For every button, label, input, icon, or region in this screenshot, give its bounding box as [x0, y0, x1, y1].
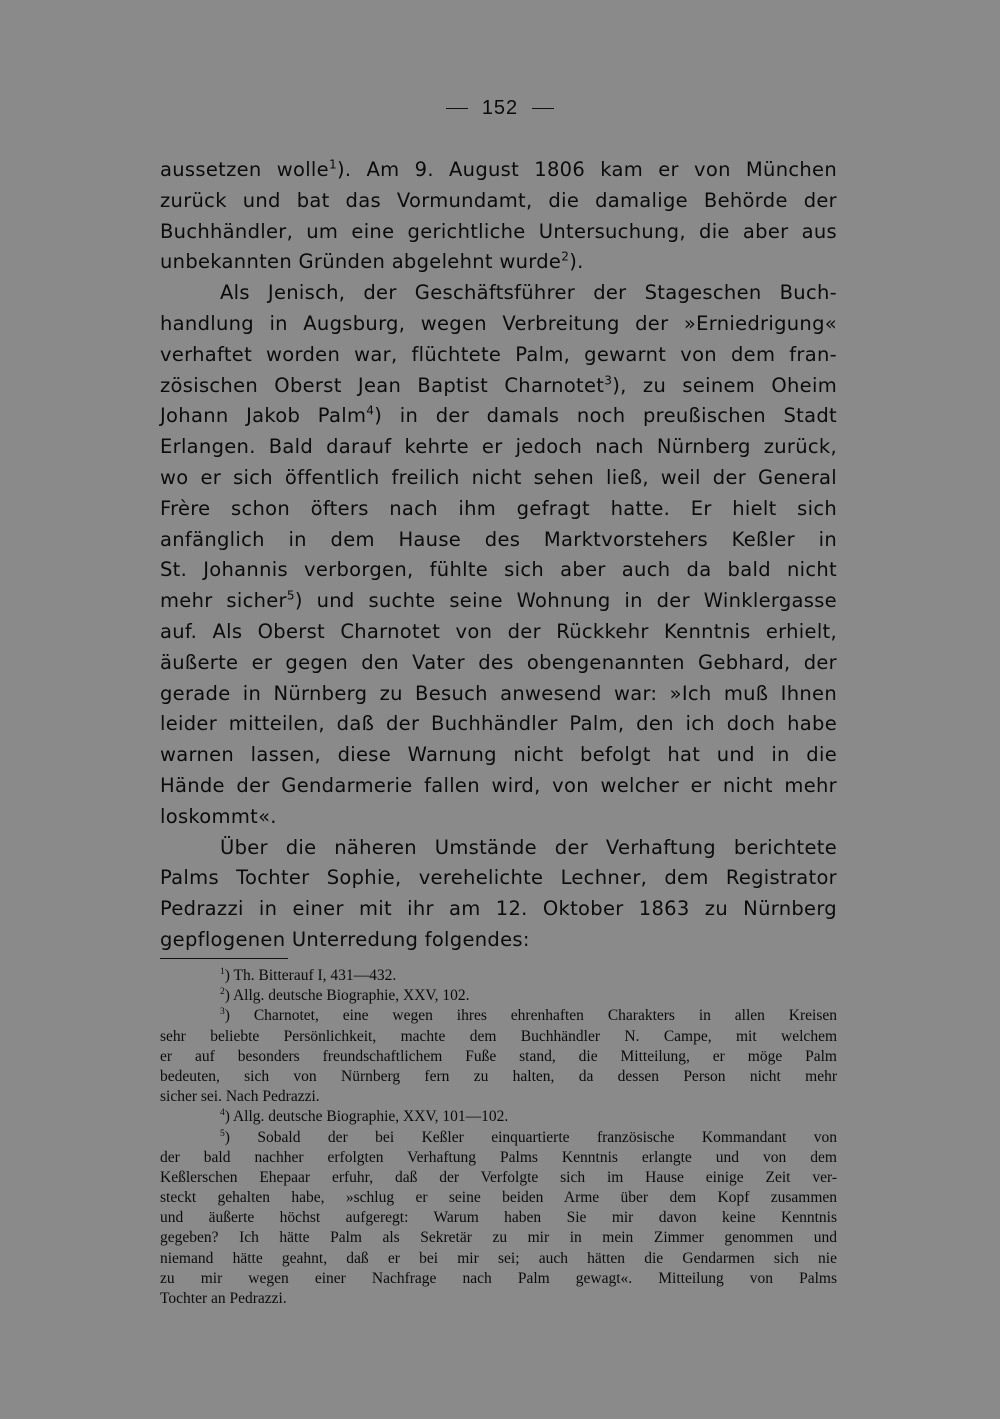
body-line-text: Erlangen. Bald darauf kehrte er jedoch nach Nürnberg zurück, — [160, 435, 837, 459]
footnote-line — [160, 1208, 837, 1228]
footnote-text: ) Sobald der bei Keßler einquartierte französische Kommandant von — [224, 1128, 837, 1146]
body-line — [160, 463, 837, 494]
body-line — [160, 648, 837, 679]
footnote-text: und äußerte höchst aufgeregt: Warum haben Sie mir davon keine Kenntnis — [160, 1209, 837, 1227]
footnote-line — [160, 1188, 837, 1208]
footnote-text: bedeuten, sich von Nürnberg fern zu halten, da dessen Person nicht mehr — [160, 1067, 837, 1085]
footnote-text: steckt gehalten habe, »schlug er seine beiden Arme über dem Kopf zusammen — [160, 1189, 837, 1207]
body-line-text: loskommt«. — [160, 804, 277, 828]
body-line — [160, 802, 837, 833]
footnote-text: niemand hätte geahnt, daß er bei mir sei; auch hätten die Gendarmen sich nie — [160, 1249, 837, 1267]
footnote-reference: 1 — [328, 157, 337, 172]
body-line — [160, 863, 837, 894]
body-line-text: zurück und bat das Vormundamt, die damalige Behörde der — [160, 188, 837, 212]
body-line-text: Frère schon öfters nach ihm gefragt hatte. Er hielt sich — [160, 496, 837, 520]
body-line — [160, 586, 837, 617]
footnote-text: ) Charnotet, eine wegen ihres ehrenhaften Charakters in allen Kreisen — [224, 1007, 837, 1025]
body-line — [160, 371, 837, 402]
body-line-text: äußerte er gegen den Vater des obengenannten Gebhard, der — [160, 650, 837, 674]
footnote-line — [160, 1107, 837, 1127]
body-line-text: gepflogenen Unterredung folgendes: — [160, 927, 530, 951]
body-line-text: verhaftet worden war, flüchtete Palm, gewarnt von dem fran- — [160, 342, 837, 366]
body-line-text: handlung in Augsburg, wegen Verbreitung der »Erniedrigung« — [160, 311, 837, 335]
body-line-text: mehr sicher — [160, 589, 287, 613]
footnote-text: sehr beliebte Persönlichkeit, machte dem Buchhändler N. Campe, mit welchem — [160, 1027, 837, 1045]
footnote-number: 5 — [220, 1127, 225, 1139]
body-line — [160, 679, 837, 710]
body-line — [160, 494, 837, 525]
body-line — [160, 894, 837, 925]
body-line — [160, 771, 837, 802]
footnote-line — [160, 1269, 837, 1289]
body-line — [160, 555, 837, 586]
body-line-text: aussetzen wolle — [160, 158, 329, 181]
body-line-text: unbekannten Gründen abgelehnt wurde — [160, 250, 562, 274]
body-line-text: Palms Tochter Sophie, verehelichte Lechner, dem Registrator — [160, 866, 837, 890]
footnote-line — [160, 1289, 837, 1309]
body-line-text: ) in der damals noch preußischen Stadt — [374, 404, 838, 428]
body-line-text: Hände der Gendarmerie fallen wird, von welcher er nicht mehr — [160, 773, 837, 797]
footnote-text: ) Allg. deutsche Biographie, XXV, 102. — [224, 987, 470, 1005]
body-line — [160, 925, 837, 956]
body-line — [160, 401, 837, 432]
footnote-line — [160, 1006, 837, 1026]
footnote-line — [160, 1067, 837, 1087]
footnote-text: ) Th. Bitterauf I, 431—432. — [224, 967, 397, 984]
footnote-text: ) Allg. deutsche Biographie, XXV, 101—102. — [224, 1108, 509, 1126]
page-number-right-dash — [532, 108, 554, 109]
body-line-text: ). — [569, 250, 584, 274]
footnote-text: er auf besonders freundschaftlichem Fuße stand, die Mitteilung, er möge Palm — [160, 1047, 837, 1065]
body-line — [160, 833, 837, 864]
body-text — [160, 155, 837, 956]
footnotes — [160, 966, 837, 1309]
body-line-text: leider mitteilen, daß der Buchhändler Palm, den ich doch habe — [160, 712, 837, 736]
footnote-line — [160, 1249, 837, 1269]
body-line-text: wo er sich öffentlich freilich nicht sehen ließ, weil der General — [160, 465, 837, 489]
footnote-line — [160, 1168, 837, 1188]
body-line-text: ), zu seinem Oheim — [612, 373, 837, 397]
footnote-reference: 5 — [286, 588, 295, 603]
body-line-text: anfänglich in dem Hause des Marktvorstehers Keßler in — [160, 527, 837, 551]
footnote-line — [160, 1128, 837, 1148]
body-line-text: ). Am 9. August 1806 kam er von München — [336, 158, 837, 181]
footnote-line — [160, 1148, 837, 1168]
body-line — [160, 217, 837, 248]
page-number-left-dash — [446, 108, 468, 109]
body-line-text: Buchhändler, um eine gerichtliche Untersuchung, die aber aus — [160, 219, 837, 243]
body-line — [160, 278, 837, 309]
footnote-separator — [160, 958, 288, 959]
body-line — [160, 432, 837, 463]
body-line — [160, 525, 837, 556]
body-line — [160, 247, 837, 278]
footnote-line — [160, 1087, 837, 1107]
footnote-line — [160, 1228, 837, 1248]
page-number-text: 152 — [481, 97, 519, 119]
page-number — [0, 97, 1000, 120]
body-line-text: warnen lassen, diese Warnung nicht befolgt hat und in die — [160, 743, 837, 767]
body-line — [160, 155, 837, 186]
footnote-number: 2 — [220, 986, 225, 998]
body-line — [160, 186, 837, 217]
body-line-text: Johann Jakob Palm — [160, 404, 367, 428]
footnote-reference: 3 — [604, 373, 613, 388]
footnote-reference: 4 — [366, 403, 375, 418]
body-line — [160, 340, 837, 371]
body-line-text: auf. Als Oberst Charnotet von der Rückkehr Kenntnis erhielt, — [160, 619, 837, 643]
body-line-text: Als Jenisch, der Geschäftsführer der Stageschen Buch- — [220, 281, 837, 305]
body-line-text: gerade in Nürnberg zu Besuch anwesend war: »Ich muß Ihnen — [160, 681, 837, 705]
body-line-text: Pedrazzi in einer mit ihr am 12. Oktober 1863 zu Nürnberg — [160, 897, 837, 921]
footnote-line — [160, 1027, 837, 1047]
body-line — [160, 709, 837, 740]
footnote-number: 4 — [220, 1107, 225, 1119]
footnote-text: Keßlerschen Ehepaar erfuhr, daß der Verfolgte sich im Hause einige Zeit ver- — [160, 1168, 837, 1186]
body-line — [160, 740, 837, 771]
footnote-text: der bald nachher erfolgten Verhaftung Palms Kenntnis erlangte und von dem — [160, 1148, 837, 1166]
footnote-line — [160, 986, 837, 1006]
footnote-number: 3 — [220, 1006, 225, 1018]
footnote-text: zu mir wegen einer Nachfrage nach Palm gewagt«. Mitteilung von Palms — [160, 1269, 837, 1287]
body-line-text: ) und suchte seine Wohnung in der Winklergasse — [294, 589, 837, 613]
body-line-text: Über die näheren Umstände der Verhaftung berichtete — [220, 835, 837, 859]
body-line-text: zösischen Oberst Jean Baptist Charnotet — [160, 373, 605, 397]
footnote-text: sicher sei. Nach Pedrazzi. — [160, 1088, 320, 1106]
body-line-text: St. Johannis verborgen, fühlte sich aber auch da bald nicht — [160, 558, 837, 582]
footnote-text: Tochter an Pedrazzi. — [160, 1290, 287, 1307]
footnote-reference: 2 — [561, 249, 570, 264]
footnote-line — [160, 1047, 837, 1067]
footnote-number: 1 — [220, 965, 225, 977]
body-line — [160, 309, 837, 340]
body-line — [160, 617, 837, 648]
footnote-text: gegeben? Ich hätte Palm als Sekretär zu mir in mein Zimmer genommen und — [160, 1229, 837, 1247]
footnote-line — [160, 966, 837, 986]
